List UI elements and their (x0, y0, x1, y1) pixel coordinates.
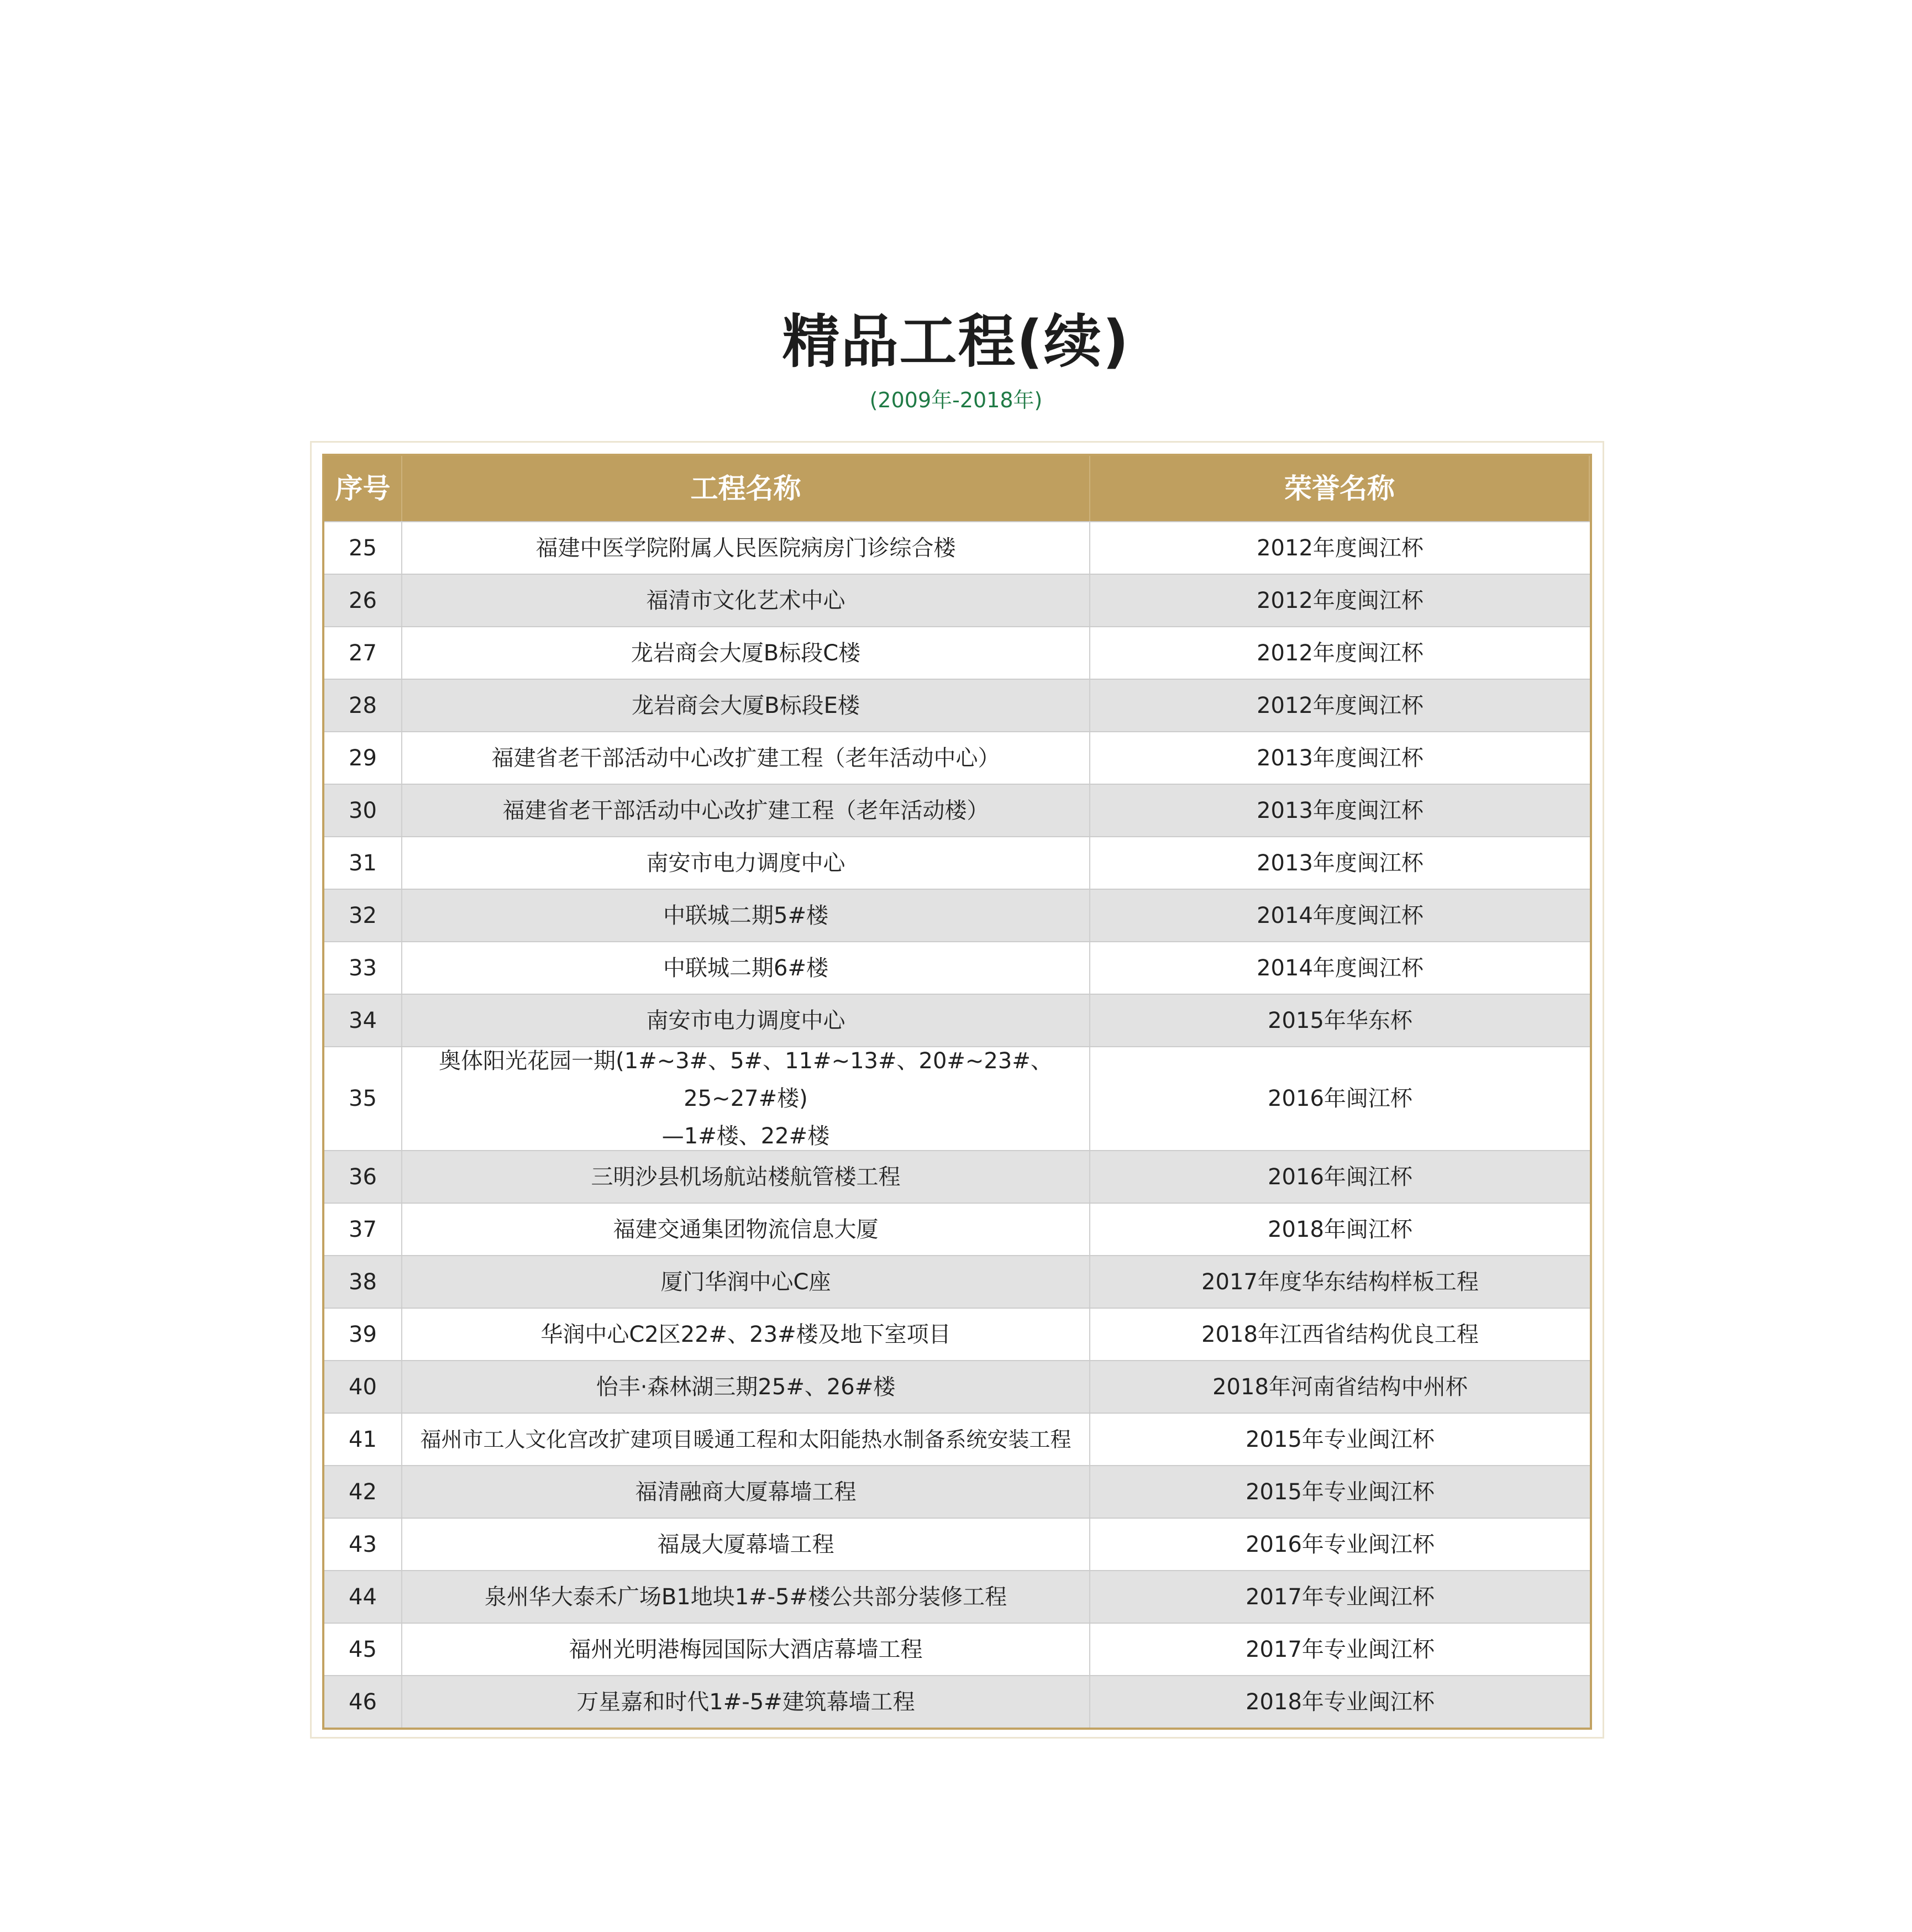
table-row (324, 1255, 1590, 1308)
table-row (324, 941, 1590, 994)
row-name (402, 1047, 1090, 1150)
table-row (324, 679, 1590, 731)
row-honor: 2014年度闽江杯 (1257, 902, 1424, 928)
row-honor: 2013年度闽江杯 (1257, 797, 1424, 823)
row-no: 43 (324, 1519, 402, 1570)
table-row (324, 1046, 1590, 1150)
row-name: 福建中医学院附属人民医院病房门诊综合楼 (402, 522, 1090, 574)
row-honor: 2014年度闽江杯 (1257, 955, 1424, 981)
row-name: 福清市文化艺术中心 (402, 575, 1090, 626)
row-no: 34 (324, 995, 402, 1046)
row-honor: 2015年专业闽江杯 (1246, 1426, 1435, 1452)
row-honor: 2012年度闽江杯 (1257, 535, 1424, 561)
table-row (324, 1623, 1590, 1675)
row-name: 厦门华润中心C座 (402, 1256, 1090, 1308)
row-honor: 2017年度华东结构样板工程 (1201, 1269, 1479, 1295)
table-row (324, 574, 1590, 626)
row-honor: 2017年专业闽江杯 (1246, 1636, 1435, 1662)
table-body (324, 521, 1590, 1728)
row-honor: 2018年专业闽江杯 (1246, 1689, 1435, 1715)
row-no: 27 (324, 627, 402, 679)
row-no: 26 (324, 575, 402, 626)
header-name: 工程名称 (402, 456, 1090, 521)
row-honor: 2016年闽江杯 (1268, 1164, 1412, 1190)
table-row (324, 836, 1590, 889)
row-honor: 2018年河南省结构中州杯 (1212, 1374, 1468, 1400)
row-no: 29 (324, 732, 402, 784)
table-header-row (324, 456, 1590, 521)
row-no: 45 (324, 1624, 402, 1675)
row-name: 中联城二期6#楼 (402, 942, 1090, 994)
row-name: 南安市电力调度中心 (402, 837, 1090, 889)
row-name: 福建省老干部活动中心改扩建工程（老年活动中心） (402, 732, 1090, 784)
row-no: 40 (324, 1361, 402, 1413)
page-title: 精品工程(续) (782, 308, 1130, 375)
table-row (324, 1518, 1590, 1570)
row-honor: 2013年度闽江杯 (1257, 745, 1424, 771)
row-no: 38 (324, 1256, 402, 1308)
row-honor: 2013年度闽江杯 (1257, 850, 1424, 876)
row-name: 福晟大厦幕墙工程 (402, 1519, 1090, 1570)
table-row (324, 521, 1590, 574)
row-honor: 2017年专业闽江杯 (1246, 1584, 1435, 1610)
row-name: 龙岩商会大厦B标段E楼 (402, 680, 1090, 731)
honors-table (322, 454, 1592, 1730)
row-no: 44 (324, 1571, 402, 1623)
row-name: 福清融商大厦幕墙工程 (402, 1466, 1090, 1518)
row-name: 中联城二期5#楼 (402, 890, 1090, 941)
row-honor: 2018年江西省结构优良工程 (1201, 1321, 1479, 1347)
row-no: 32 (324, 890, 402, 941)
row-name: 三明沙县机场航站楼航管楼工程 (402, 1151, 1090, 1203)
table-row (324, 1465, 1590, 1518)
row-no: 42 (324, 1466, 402, 1518)
table-row (324, 1360, 1590, 1413)
row-honor: 2012年度闽江杯 (1257, 692, 1424, 718)
row-no: 25 (324, 522, 402, 574)
row-name: 万星嘉和时代1#-5#建筑幕墙工程 (402, 1676, 1090, 1728)
row-no: 37 (324, 1204, 402, 1255)
row-no: 31 (324, 837, 402, 889)
table-row (324, 994, 1590, 1046)
row-no: 35 (324, 1047, 402, 1150)
table-row (324, 731, 1590, 784)
row-honor: 2012年度闽江杯 (1257, 587, 1424, 613)
row-honor: 2018年闽江杯 (1268, 1216, 1412, 1242)
header-no: 序号 (324, 456, 402, 521)
row-no: 46 (324, 1676, 402, 1728)
row-honor: 2012年度闽江杯 (1257, 640, 1424, 666)
row-no: 41 (324, 1414, 402, 1465)
row-honor: 2016年专业闽江杯 (1246, 1531, 1435, 1557)
table-row (324, 1150, 1590, 1203)
row-name: 华润中心C2区22#、23#楼及地下室项目 (402, 1309, 1090, 1360)
table-row (324, 784, 1590, 836)
row-honor: 2015年华东杯 (1268, 1007, 1412, 1033)
row-name: 怡丰·森林湖三期25#、26#楼 (402, 1361, 1090, 1413)
row-name-line-1: 奥体阳光花园一期(1#~3#、5#、11#~13#、20#~23#、25~27#楼) (439, 1048, 1053, 1111)
row-no: 28 (324, 680, 402, 731)
row-name: 福州光明港梅园国际大酒店幕墙工程 (402, 1624, 1090, 1675)
row-no: 39 (324, 1309, 402, 1360)
row-name: 龙岩商会大厦B标段C楼 (402, 627, 1090, 679)
header-honor: 荣誉名称 (1090, 456, 1590, 521)
row-name: 南安市电力调度中心 (402, 995, 1090, 1046)
table-row (324, 1308, 1590, 1360)
row-name: 泉州华大泰禾广场B1地块1#-5#楼公共部分装修工程 (402, 1571, 1090, 1623)
table-row (324, 626, 1590, 679)
table-row (324, 1570, 1590, 1623)
row-name: 福州市工人文化宫改扩建项目暖通工程和太阳能热水制备系统安装工程 (402, 1414, 1090, 1465)
row-name-line-2: —1#楼、22#楼 (661, 1124, 830, 1149)
row-no: 33 (324, 942, 402, 994)
row-honor: 2015年专业闽江杯 (1246, 1479, 1435, 1505)
row-name: 福建省老干部活动中心改扩建工程（老年活动楼） (402, 785, 1090, 836)
row-no: 30 (324, 785, 402, 836)
row-no: 36 (324, 1151, 402, 1203)
table-row (324, 1203, 1590, 1255)
page-subtitle: (2009年-2018年) (869, 388, 1043, 412)
table-row (324, 1413, 1590, 1465)
table-row (324, 889, 1590, 941)
table-row (324, 1675, 1590, 1728)
row-name: 福建交通集团物流信息大厦 (402, 1204, 1090, 1255)
row-honor: 2016年闽江杯 (1268, 1086, 1412, 1111)
